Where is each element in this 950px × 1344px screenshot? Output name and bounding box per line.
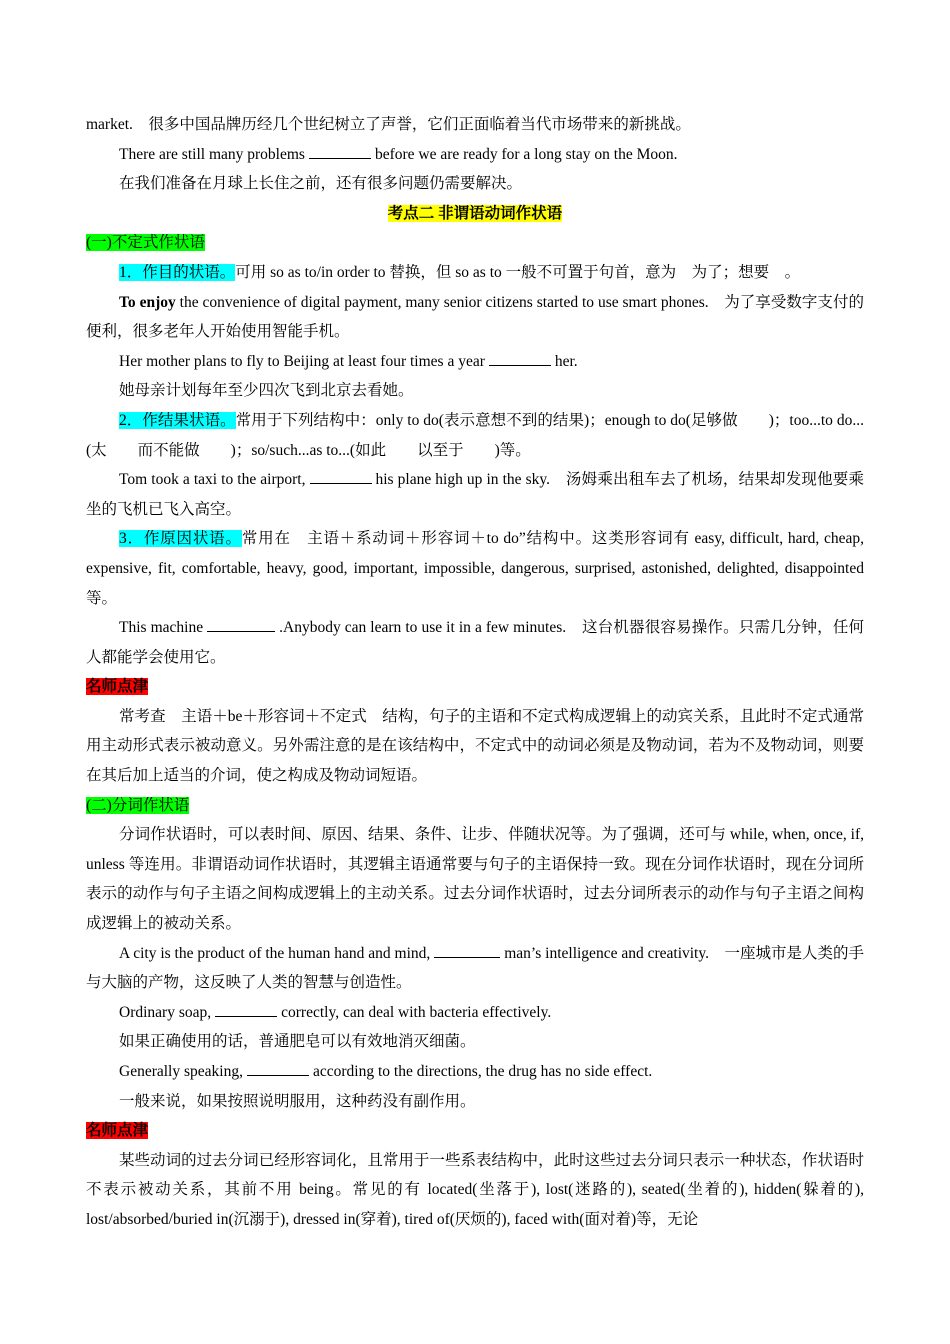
example-digital-payment: To enjoy the convenience of digital payment, many senior citizens started to use smart phones. 为了享受数字支付的便利，很多老年人开始使用智能手机。 [86,293,865,341]
answer-blank [489,351,551,366]
example-drug: Generally speaking, according to the directions, the drug has no side effect. [119,1063,653,1080]
teacher-tip-heading: 名师点津 [86,678,149,696]
subsection-heading-infinitive: (一)不定式作状语 [86,234,205,252]
answer-blank [434,943,500,958]
point-cause-adverbial: 3．作原因状语。常用在 主语＋系动词＋形容词＋to do”结构中。这类形容词有 easy, difficult, hard, cheap, expensive, fit, comfortable, heavy, good, important, impossible, dangerous, surprised, astonished, delighted, disappointed 等。 [86,530,864,607]
paragraph-market: market. 很多中国品牌历经几个世纪树立了声誉，它们正面临着当代市场带来的新挑战。 [86,116,691,133]
teacher-tip-past-participle: 某些动词的过去分词已经形容词化，且常用于一些系表结构中，此时这些过去分词只表示一种状态，作状语时不表示被动关系，其前不用 being。常见的有 located(坐落于), lost(迷路的), seated(坐着的), hidden(躲着的), lost/absorbed/buried in(沉溺于), dressed in(穿着), tired of(厌烦的), faced with(面对着)等，无论 [86,1151,864,1228]
example-machine: This machine .Anybody can learn to use it in a few minutes. 这台机器很容易操作。只需几分钟，任何人都能学会使用它。 [86,619,865,666]
answer-blank [247,1061,309,1076]
example-taxi: Tom took a taxi to the airport, his plane high up in the sky. 汤姆乘出租车去了机场，结果却发现他要乘坐的飞机已飞入高空。 [86,471,864,518]
answer-blank [215,1002,277,1017]
answer-blank [207,617,275,632]
document-page [86,110,864,1235]
translation-moon: 在我们准备在月球上长住之前，还有很多问题仍需要解决。 [119,175,523,193]
example-soap: Ordinary soap, correctly, can deal with bacteria effectively. [119,1003,552,1021]
paragraph-participle-adverbial: 分词作状语时，可以表时间、原因、结果、条件、让步、伴随状况等。为了强调，还可与 while, when, once, if, unless 等连用。非谓语动词作状语时，其逻辑主语通常要与句子的主语保持一致。现在分词作状语时，现在分词所表示的动作与句子主语之间构成逻辑上的主动关系。过去分词作状语时，过去分词所表示的动作与句子主语之间构成逻辑上的被动关系。 [86,826,864,933]
answer-blank [309,144,371,159]
translation-soap: 如果正确使用的话，普通肥皂可以有效地消灭细菌。 [119,1033,476,1051]
point-purpose-adverbial: 1．作目的状语。可用 so as to/in order to 替换，但 so as to 一般不可置于句首，意为 为了；想要 。 [119,263,801,281]
example-city: A city is the product of the human hand and mind, man’s intelligence and creativity. 一座城市是人类的手与大脑的产物，这反映了人类的智慧与创造性。 [86,944,864,992]
example-beijing: Her mother plans to fly to Beijing at least four times a year her. [119,352,578,370]
translation-beijing: 她母亲计划每年至少四次飞到北京去看她。 [119,382,414,400]
answer-blank [310,469,372,484]
teacher-tip-infinitive: 常考查 主语＋be＋形容词＋不定式 结构，句子的主语和不定式构成逻辑上的动宾关系，且此时不定式通常用主动形式表示被动意义。另外需注意的是在该结构中，不定式中的动词必须是及物动词，若为不及物动词，则要在其后加上适当的介词，使之构成及物动词短语。 [86,707,864,785]
subsection-heading-participle: (二)分词作状语 [86,796,190,814]
point-result-adverbial: 2．作结果状语。常用于下列结构中：only to do(表示意想不到的结果)；enough to do(足够做 )；too...to do...(太 而不能做 )；so/such...as to...(如此 以至于 )等。 [86,411,864,459]
section-title: 考点二 非谓语动词作状语 [387,204,563,222]
translation-drug: 一般来说，如果按照说明服用，这种药没有副作用。 [119,1092,476,1110]
example-moon: There are still many problems before we are ready for a long stay on the Moon. [119,145,678,163]
teacher-tip-heading: 名师点津 [86,1122,149,1140]
